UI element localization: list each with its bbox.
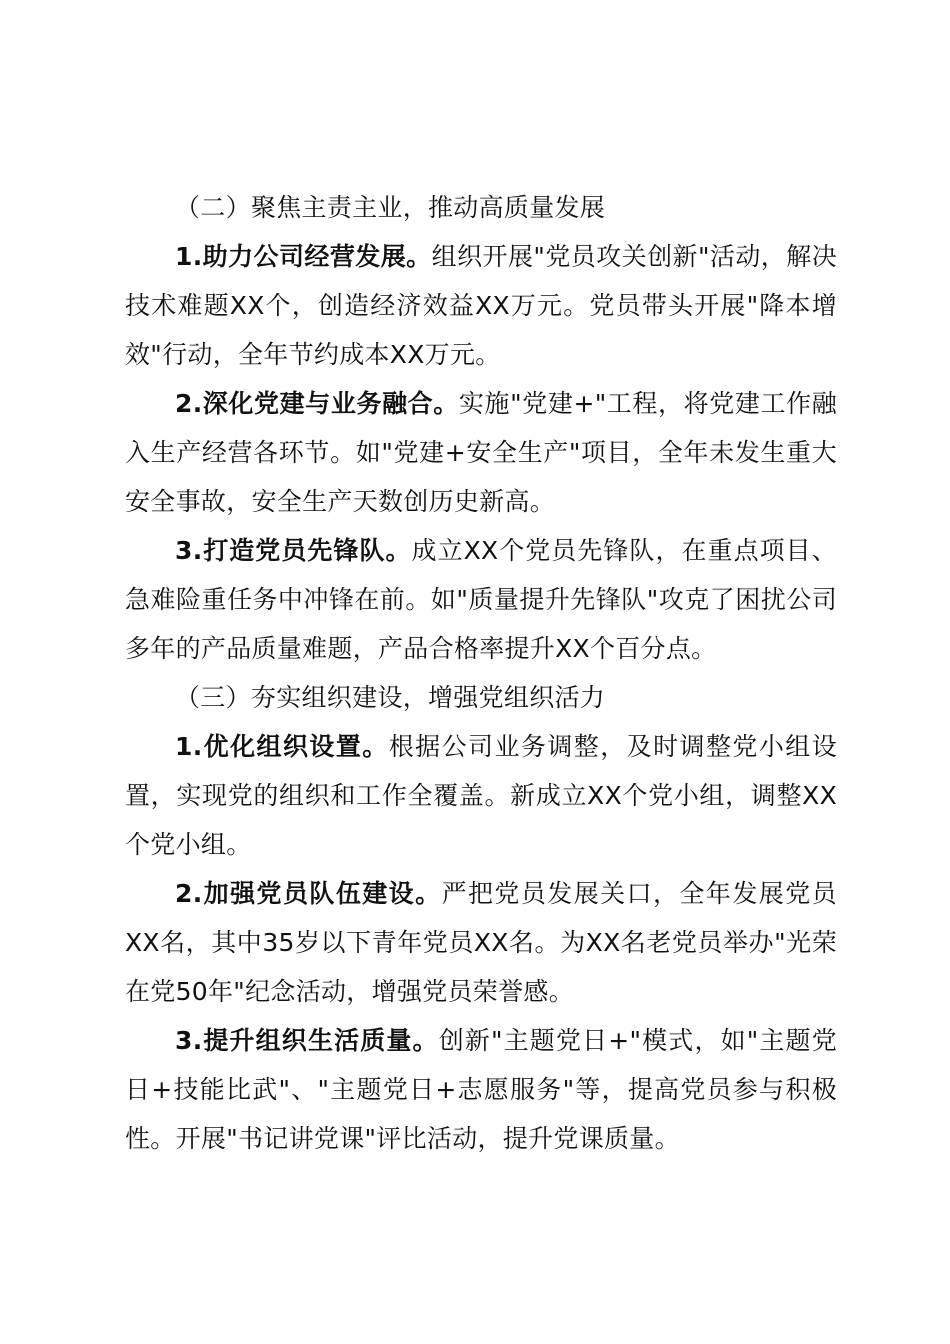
section-heading-3: （三）夯实组织建设，增强党组织活力: [175, 683, 606, 712]
paragraph-text: 组织开展"党员攻关创新"活动，解决技术难题XX个，创造经济效益XX万元。党员带头开展"降本增效"行动，全年节约成本XX万元。: [125, 242, 837, 369]
paragraph-lead: 2.加强党员队伍建设。: [175, 879, 442, 908]
section-heading-2: （二）聚焦主责主业，推动高质量发展: [175, 193, 606, 222]
paragraph-3-3: [125, 1016, 837, 1163]
paragraph-lead: 3.打造党员先锋队。: [175, 536, 412, 565]
paragraph-lead: 1.优化组织设置。: [175, 732, 389, 761]
paragraph-text: 成立XX个党员先锋队，在重点项目、急难险重任务中冲锋在前。如"质量提升先锋队"攻克了困扰公司多年的产品质量难题，产品合格率提升XX个百分点。: [125, 536, 837, 663]
paragraph-2-1: [125, 232, 837, 379]
paragraph-lead: 2.深化党建与业务融合。: [175, 389, 459, 418]
paragraph-text: 创新"主题党日+"模式，如"主题党日+技能比武"、"主题党日+志愿服务"等，提高党员参与积极性。开展"书记讲党课"评比活动，提升党课质量。: [125, 1026, 837, 1153]
paragraph-text: 实施"党建+"工程，将党建工作融入生产经营各环节。如"党建+安全生产"项目，全年未发生重大安全事故，安全生产天数创历史新高。: [125, 389, 837, 516]
paragraph-text: 根据公司业务调整，及时调整党小组设置，实现党的组织和工作全覆盖。新成立XX个党小组，调整XX个党小组。: [125, 732, 838, 859]
paragraph-lead: 1.助力公司经营发展。: [175, 242, 432, 271]
paragraph-lead: 3.提升组织生活质量。: [175, 1026, 439, 1055]
document-body: [125, 183, 837, 1163]
paragraph-2-2: [125, 379, 837, 526]
paragraph-text: 严把党员发展关口，全年发展党员XX名，其中35岁以下青年党员XX名。为XX名老党员举办"光荣在党50年"纪念活动，增强党员荣誉感。: [125, 879, 837, 1006]
paragraph-2-3: [125, 526, 837, 673]
paragraph-3-1: [125, 722, 837, 869]
paragraph-3-2: [125, 869, 837, 1016]
